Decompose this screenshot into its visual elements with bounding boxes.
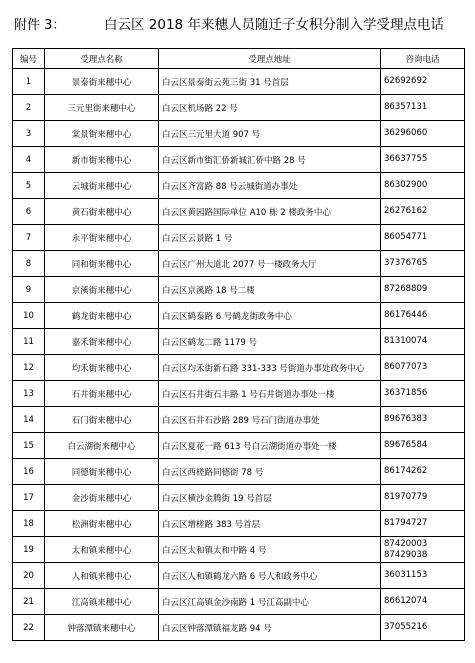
acceptance-point-name: 金沙街来穗中心 [45, 485, 159, 511]
phone-number: 36296060 [384, 128, 428, 138]
consult-phone [381, 199, 465, 225]
row-number: 19 [13, 537, 45, 563]
row-number: 9 [13, 277, 45, 303]
column-header-name: 受理点名称 [45, 49, 159, 69]
phone-number: 86612074 [384, 596, 428, 606]
phone-number: 89676584 [384, 440, 428, 450]
table-row [13, 95, 465, 121]
table-row [13, 173, 465, 199]
table-row [13, 537, 465, 563]
consult-phone [381, 95, 465, 121]
row-number: 18 [13, 511, 45, 537]
acceptance-point-name: 永平街来穗中心 [45, 225, 159, 251]
phone-number: 86302900 [384, 180, 428, 190]
consult-phone [381, 537, 465, 563]
acceptance-point-address: 白云区三元里大道 907 号 [159, 121, 381, 147]
consult-phone [381, 459, 465, 485]
consult-phone [381, 381, 465, 407]
table-row [13, 69, 465, 95]
phone-number: 81310074 [384, 336, 428, 346]
table-row [13, 589, 465, 615]
acceptance-point-address: 白云区石井街石丰路 1 号石井街道办事处一楼 [159, 381, 381, 407]
column-header-address: 受理点地址 [159, 49, 381, 69]
acceptance-point-address: 白云区云景路 1 号 [159, 225, 381, 251]
phone-number: 37376765 [384, 258, 428, 268]
acceptance-point-name: 新市街来穗中心 [45, 147, 159, 173]
phone-number: 87429038 [384, 549, 428, 560]
acceptance-point-address: 白云区均禾街新石路 331-333 号街道办事处政务中心 [159, 355, 381, 381]
row-number: 4 [13, 147, 45, 173]
document-header [0, 0, 475, 44]
document-title: 白云区 2018 年来穗人员随迁子女积分制入学受理点电话 [104, 17, 444, 33]
acceptance-point-table [12, 48, 465, 641]
acceptance-point-name: 三元里街来穗中心 [45, 95, 159, 121]
acceptance-point-name: 同德街来穗中心 [45, 459, 159, 485]
table-row [13, 303, 465, 329]
consult-phone [381, 589, 465, 615]
acceptance-point-name: 均禾街来穗中心 [45, 355, 159, 381]
acceptance-point-name: 松洲街来穗中心 [45, 511, 159, 537]
consult-phone [381, 329, 465, 355]
acceptance-point-address: 白云区江高镇金沙南路 1 号江高副中心 [159, 589, 381, 615]
attachment-label: 附件 3： [14, 18, 66, 33]
acceptance-point-address: 白云区黄园路国际单位 A10 栋 2 楼政务中心 [159, 199, 381, 225]
table-row [13, 251, 465, 277]
acceptance-point-name: 同和街来穗中心 [45, 251, 159, 277]
table-row [13, 199, 465, 225]
row-number: 7 [13, 225, 45, 251]
acceptance-point-address: 白云区齐富路 88 号云城街道办事处 [159, 173, 381, 199]
phone-number: 86176446 [384, 310, 428, 320]
acceptance-point-name: 棠景街来穗中心 [45, 121, 159, 147]
row-number: 14 [13, 407, 45, 433]
acceptance-point-address: 白云区广州大道北 2077 号一楼政务大厅 [159, 251, 381, 277]
phone-number: 37055216 [384, 622, 428, 632]
table-row [13, 147, 465, 173]
table-row [13, 433, 465, 459]
row-number: 2 [13, 95, 45, 121]
acceptance-point-address: 白云区钟落潭镇福龙路 94 号 [159, 615, 381, 641]
phone-number: 36371856 [384, 388, 428, 398]
table-row [13, 511, 465, 537]
phone-number: 26276162 [384, 206, 428, 216]
phone-number: 36637755 [384, 154, 428, 164]
acceptance-point-address: 白云区石井石沙路 289 号石门街道办事处 [159, 407, 381, 433]
row-number: 5 [13, 173, 45, 199]
phone-number: 86357131 [384, 102, 428, 112]
consult-phone [381, 121, 465, 147]
acceptance-point-name: 太和镇来穗中心 [45, 537, 159, 563]
row-number: 8 [13, 251, 45, 277]
acceptance-point-address: 白云区景泰街云苑三街 31 号首层 [159, 69, 381, 95]
acceptance-point-name: 白云湖街来穗中心 [45, 433, 159, 459]
acceptance-point-address: 白云区横沙金腾街 19 号首层 [159, 485, 381, 511]
consult-phone [381, 251, 465, 277]
phone-number: 36031153 [384, 570, 428, 580]
acceptance-point-name: 钟落潭镇来穗中心 [45, 615, 159, 641]
row-number: 15 [13, 433, 45, 459]
table-row [13, 355, 465, 381]
row-number: 17 [13, 485, 45, 511]
row-number: 16 [13, 459, 45, 485]
table-row [13, 121, 465, 147]
phone-number: 86077073 [384, 362, 428, 372]
row-number: 13 [13, 381, 45, 407]
row-number: 10 [13, 303, 45, 329]
acceptance-point-name: 石井街来穗中心 [45, 381, 159, 407]
acceptance-point-name: 京溪街来穗中心 [45, 277, 159, 303]
acceptance-point-name: 云城街来穗中心 [45, 173, 159, 199]
phone-number: 62692692 [384, 76, 428, 86]
table-row [13, 563, 465, 589]
acceptance-point-name: 嘉禾街来穗中心 [45, 329, 159, 355]
column-header-number: 编号 [13, 49, 45, 69]
consult-phone [381, 433, 465, 459]
phone-number: 86054771 [384, 232, 428, 242]
consult-phone [381, 69, 465, 95]
row-number: 6 [13, 199, 45, 225]
acceptance-point-address: 白云区夏花一路 613 号白云湖街道办事处一楼 [159, 433, 381, 459]
table-header-row [13, 49, 465, 69]
table-row [13, 485, 465, 511]
acceptance-point-address: 白云区机场路 22 号 [159, 95, 381, 121]
table-row [13, 225, 465, 251]
acceptance-point-name: 黄石街来穗中心 [45, 199, 159, 225]
consult-phone [381, 511, 465, 537]
phone-number: 89676383 [384, 414, 428, 424]
table-row [13, 459, 465, 485]
phone-number: 87268809 [384, 284, 428, 294]
column-header-phone: 咨询电话 [381, 49, 465, 69]
row-number: 11 [13, 329, 45, 355]
row-number: 20 [13, 563, 45, 589]
phone-number: 81970779 [384, 492, 428, 502]
acceptance-point-address: 白云区新市街汇侨新城汇侨中路 28 号 [159, 147, 381, 173]
phone-number: 87420003 [384, 538, 428, 549]
consult-phone [381, 147, 465, 173]
acceptance-point-name: 人和镇来穗中心 [45, 563, 159, 589]
consult-phone [381, 173, 465, 199]
acceptance-point-name: 石门街来穗中心 [45, 407, 159, 433]
row-number: 12 [13, 355, 45, 381]
phone-number: 81794727 [384, 518, 428, 528]
table-row [13, 407, 465, 433]
acceptance-point-name: 江高镇来穗中心 [45, 589, 159, 615]
row-number: 3 [13, 121, 45, 147]
acceptance-point-name: 鹤龙街来穗中心 [45, 303, 159, 329]
table-body [13, 69, 465, 641]
acceptance-point-address: 白云区京溪路 18 号二楼 [159, 277, 381, 303]
consult-phone [381, 563, 465, 589]
table-row [13, 615, 465, 641]
acceptance-point-address: 白云区人和镇鹤龙六路 6 号人和政务中心 [159, 563, 381, 589]
acceptance-point-address: 白云区鹤泰路 6 号鹤龙街政务中心 [159, 303, 381, 329]
consult-phone [381, 407, 465, 433]
acceptance-point-address: 白云区鹤龙二路 1179 号 [159, 329, 381, 355]
consult-phone [381, 485, 465, 511]
acceptance-point-address: 白云区太和镇太和中路 4 号 [159, 537, 381, 563]
consult-phone [381, 277, 465, 303]
acceptance-point-name: 景泰街来穗中心 [45, 69, 159, 95]
consult-phone [381, 615, 465, 641]
table-row [13, 277, 465, 303]
consult-phone [381, 355, 465, 381]
table-row [13, 381, 465, 407]
phone-number: 86174262 [384, 466, 428, 476]
acceptance-point-address: 白云区增槎路 383 号首层 [159, 511, 381, 537]
consult-phone [381, 303, 465, 329]
table-row [13, 329, 465, 355]
row-number: 1 [13, 69, 45, 95]
row-number: 21 [13, 589, 45, 615]
acceptance-point-address: 白云区西槎路同德街 78 号 [159, 459, 381, 485]
row-number: 22 [13, 615, 45, 641]
consult-phone [381, 225, 465, 251]
